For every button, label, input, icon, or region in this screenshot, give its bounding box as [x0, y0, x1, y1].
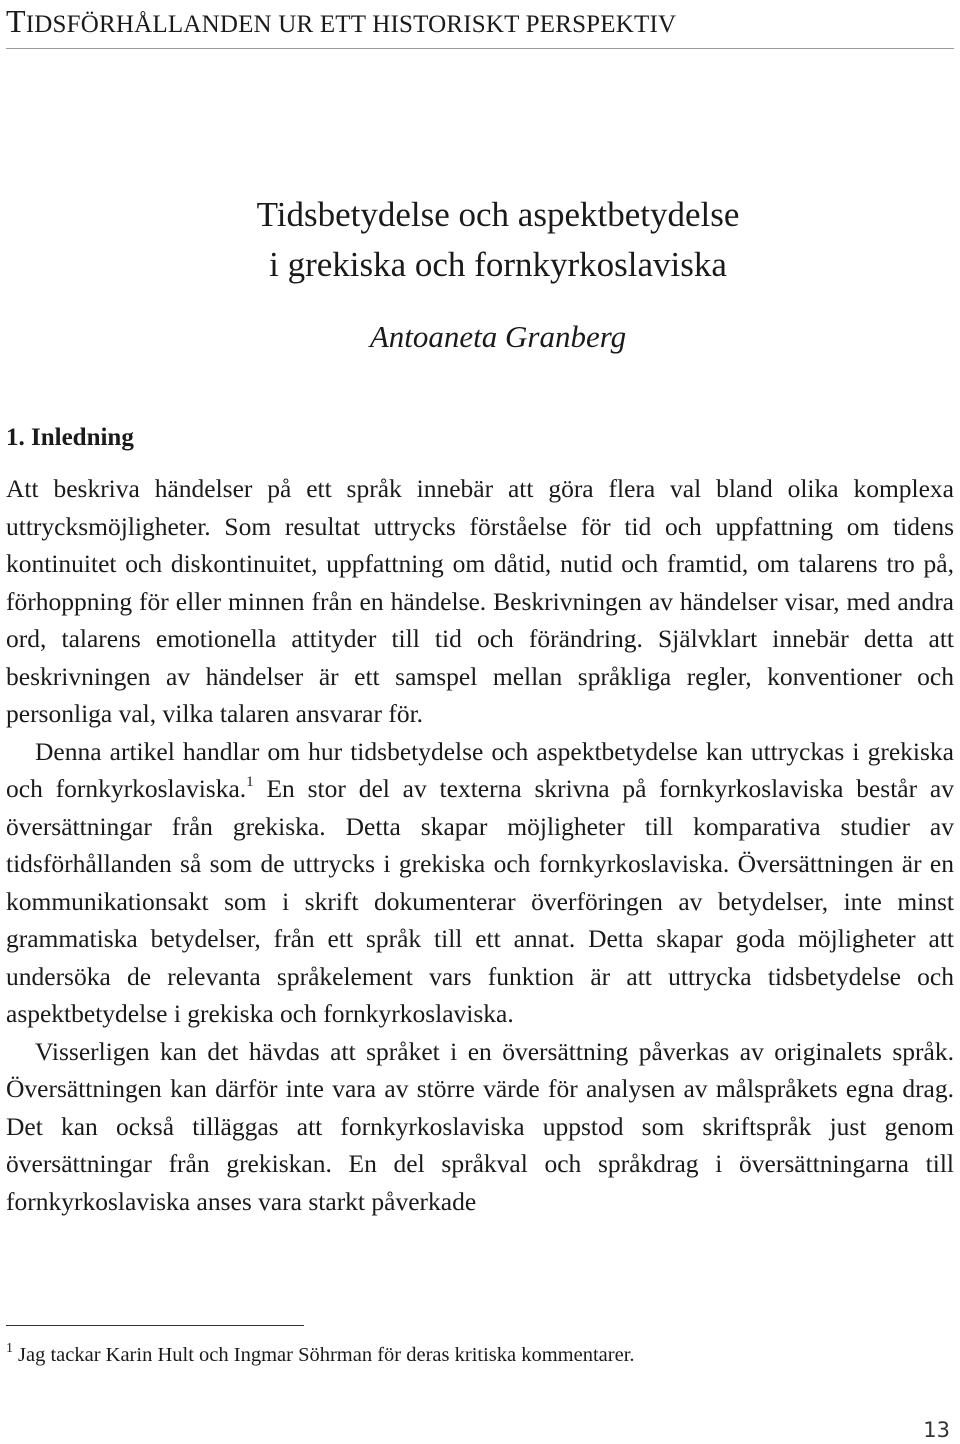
footnote — [6, 1340, 635, 1370]
footnote-text: Jag tackar Karin Hult och Ingmar Söhrman för deras kritiska kommentarer. — [18, 1344, 635, 1366]
author-name — [0, 318, 960, 356]
running-header-title: IDSFÖRHÅLLANDEN UR ETT HISTORISKT PERSPEKTIV — [25, 11, 677, 38]
paragraph-2-start: Denna artikel handlar om hur tidsbetydelse och aspektbetydelse kan uttryckas i grekiska och fornkyrkoslaviska. — [6, 736, 954, 803]
article-title-line-2: i grekiska och fornkyrkoslaviska — [269, 245, 727, 284]
paragraph-1: Att beskriva händelser på ett språk innebär att göra flera val bland olika komplexa uttrycksmöjligheter. Som resultat uttrycks förståelse för tid och uppfattning om tidens kontinuitet och diskontinuitet, uppfattning om dåtid, nutid och framtid, om talarens tro på, förhoppning för eller minnen från en händelse. Beskrivningen av händelser visar, med andra ord, talarens emotionella attityder till tid och förändring. Självklart innebär detta att beskrivningen av händelser är ett samspel mellan språkliga regler, konventioner och personliga val, vilka talaren ansvarar för. — [6, 474, 954, 728]
article-title-line-1: Tidsbetydelse och aspektbetydelse — [256, 195, 740, 234]
author-name-text: Antoaneta Granberg — [369, 319, 627, 354]
footnote-separator — [6, 1325, 304, 1326]
article-title — [0, 190, 960, 290]
paragraph-2-rest: En stor del av texterna skrivna på fornkyrkoslaviska består av översättningar från grekiska. Detta skapar möjligheter till komparativa studier av tidsförhållanden så som de uttrycks i grekiska och fornkyrkoslaviska. Översättningen är en kommunikationsakt som i skrift dokumenterar överföringen av betydelser, inte minst grammatiska betydelser, från ett språk till ett annat. Detta skapar goda möjligheter att undersöka de relevanta språkelement vars funktion är att uttrycka tidsbetydelse och aspektbetydelse i grekiska och fornkyrkoslaviska. — [6, 774, 954, 1028]
paragraph-2 — [6, 733, 954, 1033]
paragraph-3: Visserligen kan det hävdas att språket i en översättning påverkas av originalets språk. Översättningen kan därför inte vara av större värde för analysen av målspråkets egna drag. Det kan också tilläggas att fornkyrkoslaviska uppstod som skriftspråk just genom översättningar från grekiskan. En del språkval och språkdrag i översättningarna till fornkyrkoslaviska anses vara starkt påverkade — [6, 1036, 954, 1216]
section-heading: 1. Inledning — [6, 424, 134, 451]
body-text — [6, 470, 954, 1220]
running-header — [6, 2, 954, 49]
footnote-marker: 1 — [6, 1341, 13, 1356]
footnote-reference[interactable]: 1 — [246, 774, 254, 790]
page-number: 13 — [923, 1418, 950, 1442]
running-header-initial: T — [6, 3, 26, 39]
